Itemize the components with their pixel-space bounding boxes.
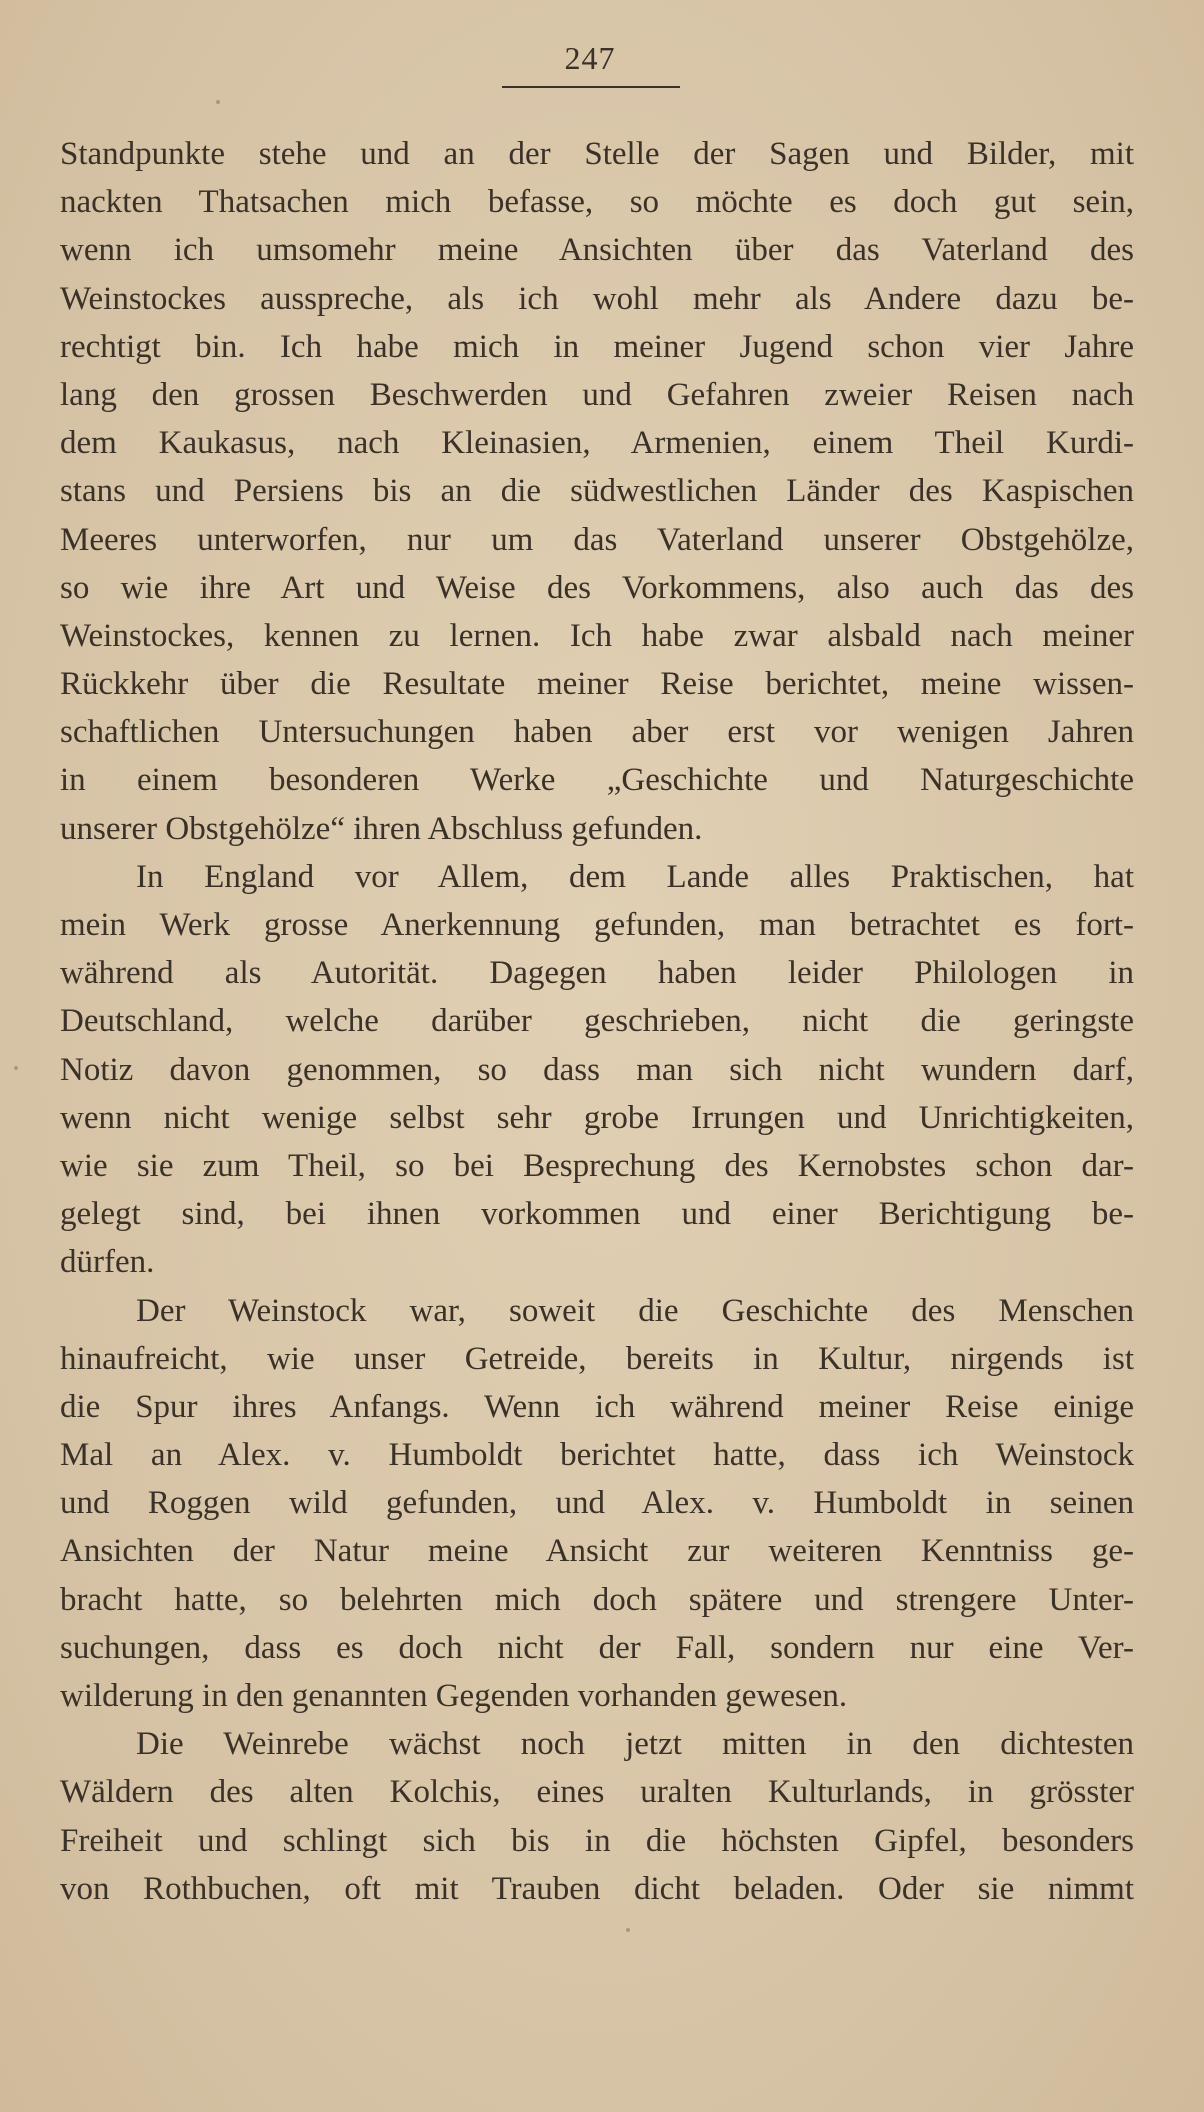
text-line: und Roggen wild gefunden, und Alex. v. Humboldt in seinen bbox=[60, 1485, 1134, 1522]
text-line: rechtigt bin. Ich habe mich in meiner Jugend schon vier Jahre bbox=[60, 328, 1134, 365]
text-line: stans und Persiens bis an die südwestlichen Länder des Kaspischen bbox=[60, 473, 1134, 510]
text-line: Meeres unterworfen, nur um das Vaterland unserer Obstgehölze, bbox=[60, 521, 1134, 558]
paper-speck bbox=[216, 100, 220, 104]
text-line: wenn ich umsomehr meine Ansichten über das Vaterland des bbox=[60, 232, 1134, 269]
text-line: so wie ihre Art und Weise des Vorkommens, also auch das des bbox=[60, 569, 1134, 606]
text-line: wenn nicht wenige selbst sehr grobe Irrungen und Unrichtigkeiten, bbox=[60, 1099, 1134, 1136]
text-line: Weinstockes, kennen zu lernen. Ich habe zwar alsbald nach meiner bbox=[60, 617, 1134, 654]
text-line: unserer Obstgehölze“ ihren Abschluss gefunden. bbox=[60, 810, 703, 847]
text-line: suchungen, dass es doch nicht der Fall, sondern nur eine Ver- bbox=[60, 1629, 1134, 1666]
text-line: lang den grossen Beschwerden und Gefahren zweier Reisen nach bbox=[60, 376, 1134, 413]
text-line: hinaufreicht, wie unser Getreide, bereits in Kultur, nirgends ist bbox=[60, 1340, 1134, 1377]
text-line: Die Weinrebe wächst noch jetzt mitten in den dichtesten bbox=[136, 1726, 1134, 1763]
text-line: Rückkehr über die Resultate meiner Reise berichtet, meine wissen- bbox=[60, 666, 1134, 703]
text-line: Standpunkte stehe und an der Stelle der Sagen und Bilder, mit bbox=[60, 136, 1134, 172]
text-line: bracht hatte, so belehrten mich doch spätere und strengere Unter- bbox=[60, 1581, 1134, 1618]
text-line: Weinstockes ausspreche, als ich wohl mehr als Andere dazu be- bbox=[60, 280, 1134, 317]
text-line: In England vor Allem, dem Lande alles Praktischen, hat bbox=[136, 858, 1134, 895]
paper-speck bbox=[626, 1928, 630, 1932]
text-line: wilderung in den genannten Gegenden vorhanden gewesen. bbox=[60, 1678, 848, 1714]
text-line: dem Kaukasus, nach Kleinasien, Armenien, einem Theil Kurdi- bbox=[60, 425, 1134, 462]
text-line: Ansichten der Natur meine Ansicht zur weiteren Kenntniss ge- bbox=[60, 1533, 1134, 1570]
text-line: Der Weinstock war, soweit die Geschichte des Menschen bbox=[136, 1292, 1134, 1329]
page-number: 247 bbox=[564, 40, 616, 76]
text-line: schaftlichen Untersuchungen haben aber erst vor wenigen Jahren bbox=[60, 714, 1134, 751]
text-line: gelegt sind, bei ihnen vorkommen und einer Berichtigung be- bbox=[60, 1196, 1134, 1233]
text-line: die Spur ihres Anfangs. Wenn ich während meiner Reise einige bbox=[60, 1388, 1134, 1425]
page-number-rule bbox=[502, 86, 680, 88]
text-line: Mal an Alex. v. Humboldt berichtet hatte, dass ich Weinstock bbox=[60, 1437, 1134, 1474]
body-text bbox=[60, 130, 1134, 1913]
text-line: mein Werk grosse Anerkennung gefunden, man betrachtet es fort- bbox=[60, 907, 1134, 943]
text-line: während als Autorität. Dagegen haben leider Philologen in bbox=[60, 955, 1134, 992]
text-line: Wäldern des alten Kolchis, eines uralten Kulturlands, in grösster bbox=[60, 1774, 1134, 1811]
text-line: von Rothbuchen, oft mit Trauben dicht beladen. Oder sie nimmt bbox=[60, 1870, 1134, 1907]
text-line: wie sie zum Theil, so bei Besprechung des Kernobstes schon dar- bbox=[60, 1147, 1134, 1184]
text-line: dürfen. bbox=[60, 1244, 155, 1281]
text-line: Freiheit und schlingt sich bis in die höchsten Gipfel, besonders bbox=[60, 1822, 1134, 1859]
text-line: in einem besonderen Werke „Geschichte und Naturgeschichte bbox=[60, 762, 1134, 799]
paper-speck bbox=[14, 1066, 18, 1070]
text-line: nackten Thatsachen mich befasse, so möchte es doch gut sein, bbox=[60, 184, 1134, 221]
text-line: Deutschland, welche darüber geschrieben, nicht die geringste bbox=[60, 1003, 1134, 1040]
text-line: Notiz davon genommen, so dass man sich nicht wundern darf, bbox=[60, 1051, 1134, 1088]
